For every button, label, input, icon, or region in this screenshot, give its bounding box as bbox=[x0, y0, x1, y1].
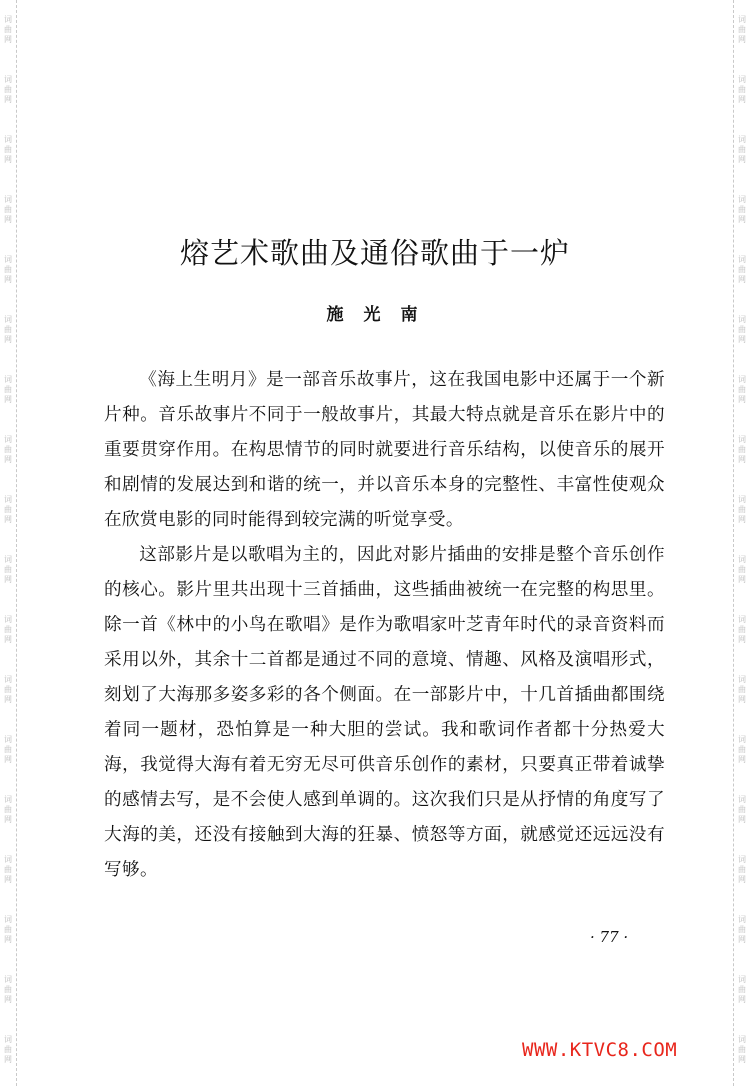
watermark-char: 曲 bbox=[4, 385, 12, 394]
margin-watermark bbox=[4, 720, 12, 780]
watermark-char: 词 bbox=[4, 855, 12, 864]
margin-watermark bbox=[738, 960, 746, 1020]
left-watermark-strip bbox=[0, 0, 17, 1086]
footer-site-url[interactable]: WWW.KTVC8.COM bbox=[522, 1039, 678, 1061]
watermark-char: 曲 bbox=[4, 505, 12, 514]
watermark-char: 词 bbox=[738, 315, 746, 324]
watermark-char: 网 bbox=[4, 275, 12, 284]
watermark-char: 曲 bbox=[738, 145, 746, 154]
margin-watermark bbox=[738, 420, 746, 480]
margin-watermark bbox=[4, 540, 12, 600]
watermark-char: 网 bbox=[4, 695, 12, 704]
watermark-char: 词 bbox=[4, 555, 12, 564]
margin-watermark bbox=[4, 960, 12, 1020]
watermark-char: 网 bbox=[4, 215, 12, 224]
watermark-char: 词 bbox=[4, 795, 12, 804]
watermark-char: 网 bbox=[738, 395, 746, 404]
watermark-char: 网 bbox=[4, 575, 12, 584]
watermark-char: 曲 bbox=[4, 1045, 12, 1054]
watermark-char: 曲 bbox=[4, 325, 12, 334]
watermark-char: 词 bbox=[738, 495, 746, 504]
watermark-char: 词 bbox=[738, 1035, 746, 1044]
watermark-char: 网 bbox=[738, 995, 746, 1004]
watermark-char: 曲 bbox=[4, 145, 12, 154]
watermark-char: 曲 bbox=[4, 745, 12, 754]
watermark-char: 曲 bbox=[4, 625, 12, 634]
watermark-char: 网 bbox=[738, 935, 746, 944]
margin-watermark bbox=[4, 780, 12, 840]
margin-watermark bbox=[738, 780, 746, 840]
margin-watermark bbox=[4, 840, 12, 900]
watermark-char: 网 bbox=[4, 1055, 12, 1064]
margin-watermark bbox=[738, 840, 746, 900]
margin-watermark bbox=[4, 420, 12, 480]
watermark-char: 曲 bbox=[4, 805, 12, 814]
watermark-char: 曲 bbox=[738, 445, 746, 454]
watermark-char: 网 bbox=[4, 395, 12, 404]
watermark-char: 网 bbox=[4, 515, 12, 524]
watermark-char: 网 bbox=[4, 95, 12, 104]
margin-watermark bbox=[4, 900, 12, 960]
watermark-char: 曲 bbox=[738, 985, 746, 994]
margin-watermark bbox=[738, 1020, 746, 1080]
watermark-char: 词 bbox=[738, 675, 746, 684]
watermark-char: 曲 bbox=[738, 865, 746, 874]
watermark-char: 网 bbox=[738, 455, 746, 464]
watermark-char: 网 bbox=[4, 155, 12, 164]
watermark-char: 词 bbox=[738, 75, 746, 84]
margin-watermark bbox=[738, 360, 746, 420]
watermark-char: 词 bbox=[738, 435, 746, 444]
watermark-char: 网 bbox=[738, 755, 746, 764]
watermark-char: 曲 bbox=[4, 205, 12, 214]
watermark-char: 词 bbox=[4, 75, 12, 84]
article-title: 熔艺术歌曲及通俗歌曲于一炉 bbox=[179, 236, 570, 271]
margin-watermark bbox=[738, 120, 746, 180]
watermark-char: 网 bbox=[738, 815, 746, 824]
watermark-char: 曲 bbox=[4, 85, 12, 94]
watermark-char: 网 bbox=[738, 635, 746, 644]
watermark-char: 网 bbox=[4, 335, 12, 344]
watermark-char: 词 bbox=[738, 735, 746, 744]
watermark-char: 词 bbox=[4, 375, 12, 384]
margin-watermark bbox=[4, 360, 12, 420]
watermark-char: 网 bbox=[4, 455, 12, 464]
article-author: 施光南 bbox=[326, 305, 438, 325]
watermark-char: 曲 bbox=[4, 565, 12, 574]
margin-watermark bbox=[738, 0, 746, 60]
watermark-char: 词 bbox=[4, 15, 12, 24]
watermark-char: 曲 bbox=[4, 925, 12, 934]
watermark-char: 网 bbox=[4, 755, 12, 764]
watermark-char: 词 bbox=[738, 795, 746, 804]
margin-watermark bbox=[4, 600, 12, 660]
margin-watermark bbox=[4, 660, 12, 720]
page-number: · 77 · bbox=[590, 928, 629, 946]
watermark-char: 曲 bbox=[4, 865, 12, 874]
watermark-char: 网 bbox=[4, 635, 12, 644]
watermark-char: 曲 bbox=[4, 985, 12, 994]
watermark-char: 网 bbox=[4, 935, 12, 944]
watermark-char: 词 bbox=[738, 975, 746, 984]
watermark-char: 词 bbox=[738, 195, 746, 204]
watermark-char: 网 bbox=[738, 335, 746, 344]
watermark-char: 曲 bbox=[4, 265, 12, 274]
watermark-char: 曲 bbox=[738, 265, 746, 274]
watermark-char: 词 bbox=[4, 975, 12, 984]
right-watermark-strip bbox=[733, 0, 750, 1086]
watermark-char: 曲 bbox=[738, 685, 746, 694]
margin-watermark bbox=[738, 540, 746, 600]
watermark-char: 词 bbox=[738, 915, 746, 924]
watermark-char: 词 bbox=[4, 675, 12, 684]
watermark-char: 网 bbox=[738, 215, 746, 224]
watermark-char: 曲 bbox=[4, 25, 12, 34]
margin-watermark bbox=[738, 660, 746, 720]
margin-watermark bbox=[738, 600, 746, 660]
watermark-char: 曲 bbox=[738, 385, 746, 394]
margin-watermark bbox=[738, 60, 746, 120]
watermark-char: 曲 bbox=[738, 805, 746, 814]
watermark-char: 词 bbox=[4, 735, 12, 744]
watermark-char: 曲 bbox=[4, 445, 12, 454]
margin-watermark bbox=[4, 60, 12, 120]
body-paragraph: 《海上生明月》是一部音乐故事片，这在我国电影中还属于一个新片种。音乐故事片不同于一般故事片，其最大特点就是音乐在影片中的重要贯穿作用。在构思情节的同时就要进行音乐结构，以使音乐的展开和剧情的发展达到和谐的统一，并以音乐本身的完整性、丰富性使观众在欣赏电影的同时能得到较完满的听觉享受。 bbox=[104, 370, 665, 530]
watermark-char: 曲 bbox=[4, 685, 12, 694]
watermark-char: 词 bbox=[4, 615, 12, 624]
watermark-char: 词 bbox=[738, 375, 746, 384]
watermark-char: 词 bbox=[738, 255, 746, 264]
watermark-char: 词 bbox=[4, 915, 12, 924]
watermark-char: 网 bbox=[738, 695, 746, 704]
margin-watermark bbox=[4, 1020, 12, 1080]
watermark-char: 曲 bbox=[738, 25, 746, 34]
watermark-char: 词 bbox=[4, 135, 12, 144]
margin-watermark bbox=[4, 0, 12, 60]
watermark-char: 网 bbox=[4, 35, 12, 44]
watermark-char: 曲 bbox=[738, 325, 746, 334]
watermark-char: 网 bbox=[4, 815, 12, 824]
margin-watermark bbox=[738, 900, 746, 960]
watermark-char: 词 bbox=[738, 135, 746, 144]
watermark-char: 网 bbox=[738, 275, 746, 284]
margin-watermark bbox=[4, 120, 12, 180]
margin-watermark bbox=[738, 480, 746, 540]
watermark-char: 曲 bbox=[738, 625, 746, 634]
watermark-char: 词 bbox=[738, 855, 746, 864]
watermark-char: 网 bbox=[738, 575, 746, 584]
watermark-char: 词 bbox=[4, 195, 12, 204]
watermark-char: 词 bbox=[738, 555, 746, 564]
watermark-char: 词 bbox=[738, 615, 746, 624]
watermark-char: 曲 bbox=[738, 205, 746, 214]
watermark-char: 曲 bbox=[738, 85, 746, 94]
watermark-char: 词 bbox=[4, 495, 12, 504]
watermark-char: 网 bbox=[738, 1055, 746, 1064]
watermark-char: 网 bbox=[738, 35, 746, 44]
article-body bbox=[104, 363, 665, 888]
watermark-char: 词 bbox=[4, 1035, 12, 1044]
watermark-char: 网 bbox=[4, 875, 12, 884]
watermark-char: 词 bbox=[738, 15, 746, 24]
watermark-char: 词 bbox=[4, 435, 12, 444]
watermark-char: 词 bbox=[4, 255, 12, 264]
watermark-char: 网 bbox=[738, 875, 746, 884]
watermark-char: 网 bbox=[738, 515, 746, 524]
watermark-char: 网 bbox=[738, 95, 746, 104]
watermark-char: 网 bbox=[4, 995, 12, 1004]
watermark-char: 网 bbox=[738, 155, 746, 164]
watermark-char: 曲 bbox=[738, 1045, 746, 1054]
watermark-char: 曲 bbox=[738, 565, 746, 574]
watermark-char: 曲 bbox=[738, 505, 746, 514]
body-paragraph: 这部影片是以歌唱为主的，因此对影片插曲的安排是整个音乐创作的核心。影片里共出现十三首插曲，这些插曲被统一在完整的构思里。除一首《林中的小鸟在歌唱》是作为歌唱家叶芝青年时代的录音资料而采用以外，其余十二首都是通过不同的意境、情趣、风格及演唱形式，刻划了大海那多姿多彩的各个侧面。在一部影片中，十几首插曲都围绕着同一题材，恐怕算是一种大胆的尝试。我和歌词作者都十分热爱大海，我觉得大海有着无穷无尽可供音乐创作的素材，只要真正带着诚挚的感情去写，是不会使人感到单调的。这次我们只是从抒情的角度写了大海的美，还没有接触到大海的狂暴、愤怒等方面，就感觉还远远没有写够。 bbox=[104, 545, 665, 880]
margin-watermark bbox=[4, 480, 12, 540]
watermark-char: 词 bbox=[4, 315, 12, 324]
watermark-char: 曲 bbox=[738, 925, 746, 934]
margin-watermark bbox=[738, 720, 746, 780]
watermark-char: 曲 bbox=[738, 745, 746, 754]
